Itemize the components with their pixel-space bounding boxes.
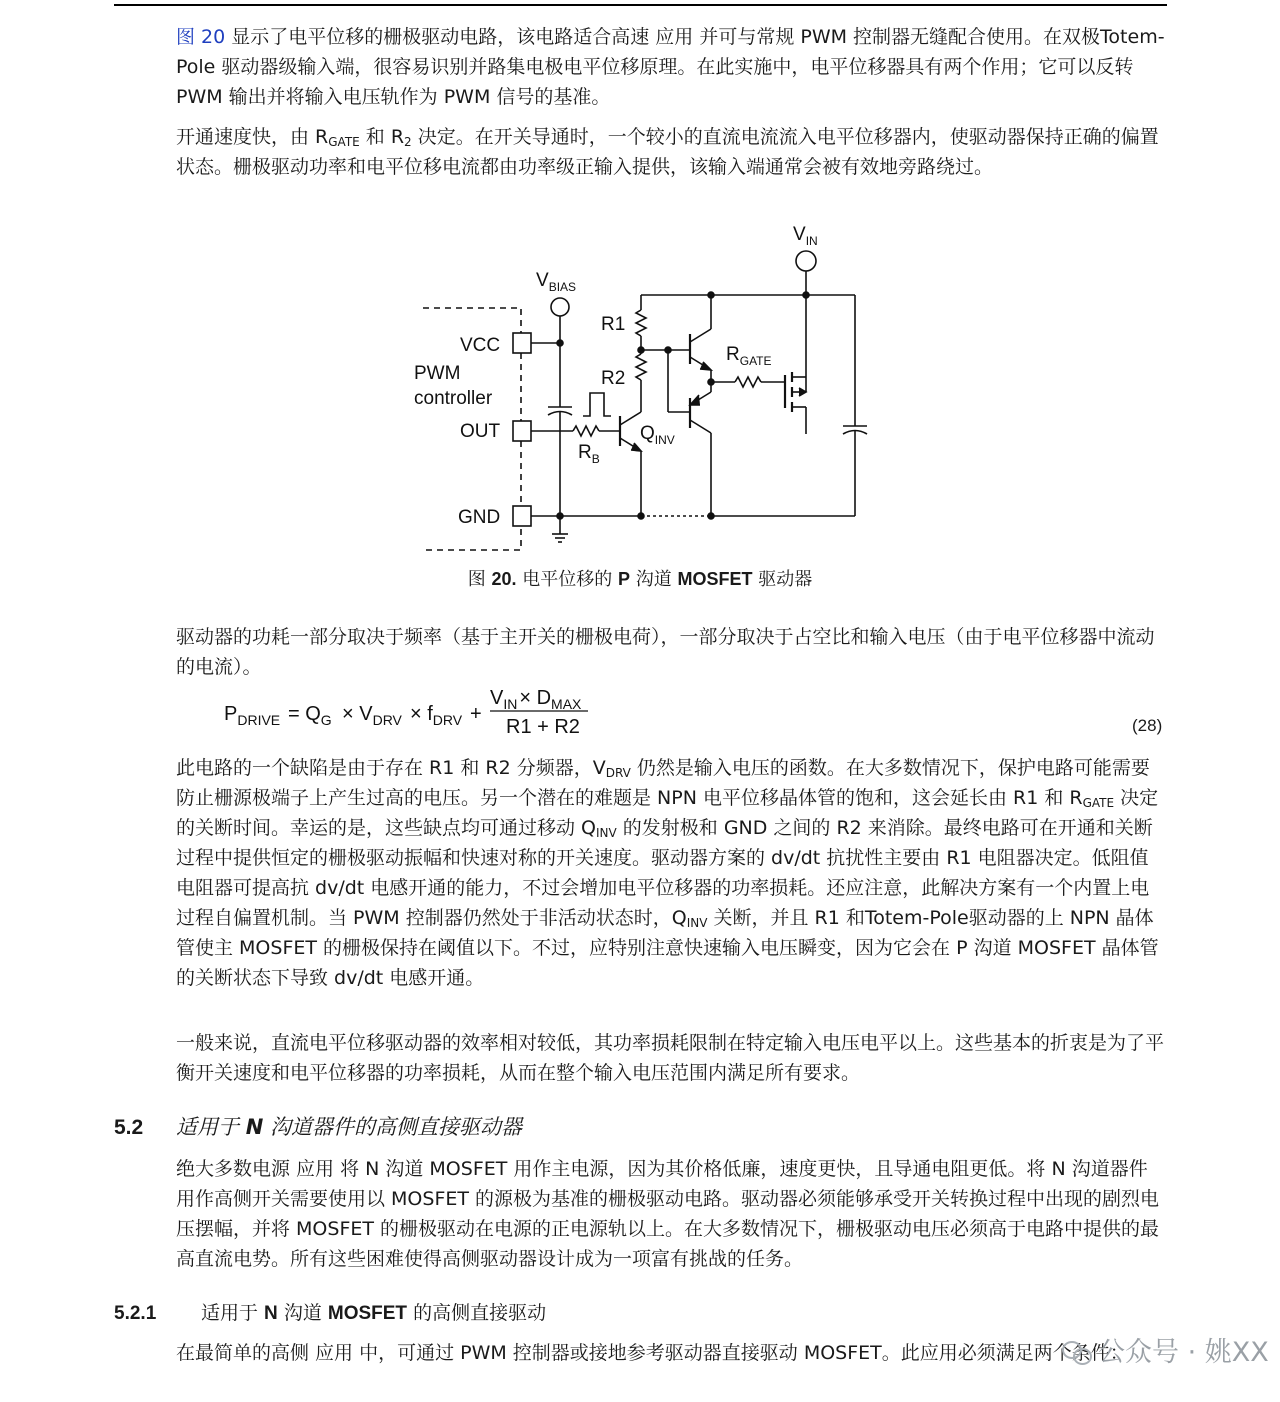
paragraph-text: 绝大多数电源 应用 将 N 沟道 MOSFET 用作主电源，因为其价格低廉，速度更快，且导通电阻更低。将 N 沟道器件用作高侧开关需要使用以 MOSFET 的源极为基准的栅极驱动电路。驱动器必须能够承受开关转换过程中出现的剧烈电压摆幅，并将 MOSFET 的栅极驱动在电源的正电源轨以上。在大多数情况下，栅极驱动电压必须高于电路中提供的最高直流电势。所有这些困难使得高侧驱动器设计成为一项富有挑战的任务。 <box>176 1158 1160 1270</box>
paragraph-intro-text: 显示了电平位移的栅极驱动电路，该电路适合高速 应用 并可与常规 PWM 控制器无缝配合使用。在双极Totem-Pole 驱动器级输入端，很容易识别并路集电极电平位移原理。在此实施中，电平位移器具有两个作用；它可以反转 PWM 输出并将输入电压轨作为 PWM 信号的基准。 <box>176 26 1165 108</box>
paragraph-text: 一般来说，直流电平位移驱动器的效率相对较低，其功率损耗限制在特定输入电压电平以上。这些基本的折衷是为了平衡开关速度和电平位移器的功率损耗，从而在整个输入电压范围内满足所有要求。 <box>176 1032 1165 1084</box>
caption-text: 沟道 <box>630 569 678 590</box>
section-title: 沟道 <box>277 1302 328 1324</box>
section-title: 适用于 <box>201 1302 265 1324</box>
section-title: 的高侧直接驱动 <box>407 1302 547 1324</box>
section-title: N <box>245 1115 264 1139</box>
eq-term-qg: = $Q_G$ <box>288 703 332 728</box>
label-r1: R1 <box>601 314 626 335</box>
r2-resistor <box>636 354 646 380</box>
pulse-symbol <box>583 393 611 416</box>
subscript: INV <box>686 916 708 930</box>
r1-resistor <box>636 310 646 336</box>
eq-numerator: $V_{IN} \times D_{MAX}$ <box>490 687 582 712</box>
subscript: GATE <box>1082 796 1115 810</box>
section-number: 5.2.1 <box>114 1303 157 1324</box>
label-out: OUT <box>460 421 501 442</box>
label-rgate: $R_{GATE}$ <box>726 344 772 368</box>
eq-term-vdrv: × $V_{DRV}$ <box>342 703 402 728</box>
caption-text: P <box>618 569 631 589</box>
text-run: 仍然是输入电压的函数。在大多数情况下，保护电路可能需要防止栅源极端子上产生过高的电压。另一个潜在的难题是 NPN 电平位移晶体管的饱和，这会延长由 R1 和 R <box>176 757 1150 809</box>
section-number: 5.2 <box>114 1116 144 1139</box>
label-vbias: $V_{BIAS}$ <box>536 270 577 294</box>
gnd-pin <box>513 506 531 526</box>
page-top-rule <box>114 4 1167 6</box>
section-title: 适用于 <box>176 1115 246 1139</box>
paragraph-drawbacks <box>176 753 1166 993</box>
out-pin <box>513 421 531 441</box>
text-run: 决定的关断时间。幸运的是，这些缺点均可通过移动 Q <box>176 787 1159 839</box>
paragraph-switching-speed <box>176 122 1166 182</box>
eq-term-fdrv: × $f_{DRV}$ <box>410 703 463 728</box>
rgate-resistor <box>735 377 761 387</box>
text-run: 的发射极和 GND 之间的 R2 来消除。最终电路可在开通和关断过程中提供恒定的栅极驱动振幅和快速对称的开关速度。驱动器方案的 dv/dt 抗扰性主要由 R1 电阻器决定。低阻值电阻器可提高抗 dv/dt 电感开通的能力，不过会增加电平位移器的功率损耗。还应注意，此解决方案有一个内置上电过程自偏置机制。当 PWM 控制器仍然处于非活动状态时，Q <box>176 817 1153 929</box>
vcc-pin <box>513 333 531 353</box>
paragraph-text: 驱动器的功耗一部分取决于频率（基于主开关的栅极电荷），一部分取决于占空比和输入电压（由于电平位移器中流动的电流）。 <box>176 626 1155 678</box>
section-title: N <box>264 1303 278 1324</box>
caption-text: 驱动器 <box>752 569 813 590</box>
watermark-text: 公众号 · 姚XX <box>1098 1337 1269 1368</box>
text-run: 此电路的一个缺陷是由于存在 R1 和 R2 分频器，V <box>176 757 606 779</box>
eq-lhs: $P_{DRIVE}$ <box>224 703 281 728</box>
paragraph-power-loss <box>176 622 1166 682</box>
label-controller: controller <box>414 388 493 409</box>
subscript: 2 <box>404 135 412 149</box>
label-vin: $V_{IN}$ <box>793 224 818 248</box>
paragraph-intro <box>176 22 1166 112</box>
label-r2: R2 <box>601 368 626 389</box>
caption-text: MOSFET <box>677 569 753 589</box>
section-title: 沟道器件的高侧直接驱动器 <box>263 1115 522 1139</box>
wechat-icon <box>1062 1339 1092 1365</box>
figure-link[interactable]: 图 20 <box>176 26 226 48</box>
figure-caption <box>0 565 1280 591</box>
equation-number: (28) <box>1132 716 1163 735</box>
section-5-2-heading <box>114 1111 522 1141</box>
vbias-terminal <box>551 298 569 316</box>
text-run: 关断，并且 R1 和Totem-Pole驱动器的上 NPN 晶体管使主 MOSFET 的栅极保持在阈值以下。不过，应特别注意快速输入电压瞬变，因为它会在 P 沟道 MOSFET 晶体管的关断状态下导致 dv/dt 电感开通。 <box>176 907 1159 989</box>
eq-plus: + <box>470 703 482 725</box>
section-5-2-1-heading <box>114 1298 546 1325</box>
subscript: DRV <box>605 766 631 780</box>
circuit-diagram <box>0 212 1280 572</box>
paragraph-simple-high-side <box>176 1338 1166 1368</box>
section-title: MOSFET <box>327 1303 408 1324</box>
text-run: 和 R <box>359 126 405 148</box>
text-run: 决定。在开关导通时，一个较小的直流电流流入电平位移器内，使驱动器保持正确的偏置状态。栅极驱动功率和电平位移电流都由功率级正输入提供，该输入端通常会被有效地旁路绕过。 <box>176 126 1159 178</box>
label-rb: $R_B$ <box>578 442 600 466</box>
subscript: INV <box>596 826 617 840</box>
label-qinv: $Q_{INV}$ <box>640 423 675 447</box>
paragraph-efficiency <box>176 1028 1166 1088</box>
caption-number: 20. <box>491 569 517 589</box>
eq-denominator: R1 + R2 <box>506 716 580 738</box>
text-run: 开通速度快，由 R <box>176 126 329 148</box>
equation-28 <box>0 680 1280 740</box>
subscript: GATE <box>328 135 360 149</box>
caption-text: 电平位移的 <box>516 569 618 590</box>
paragraph-n-channel <box>176 1154 1166 1274</box>
rb-resistor <box>573 426 599 436</box>
watermark <box>1062 1330 1269 1369</box>
label-pwm: PWM <box>414 363 461 384</box>
label-vcc: VCC <box>460 335 501 356</box>
label-gnd: GND <box>458 507 501 528</box>
paragraph-text: 在最简单的高侧 应用 中，可通过 PWM 控制器或接地参考驱动器直接驱动 MOSFET。此应用必须满足两个条件： <box>176 1342 1129 1364</box>
vin-terminal <box>796 251 816 271</box>
caption-text: 图 <box>467 569 492 590</box>
